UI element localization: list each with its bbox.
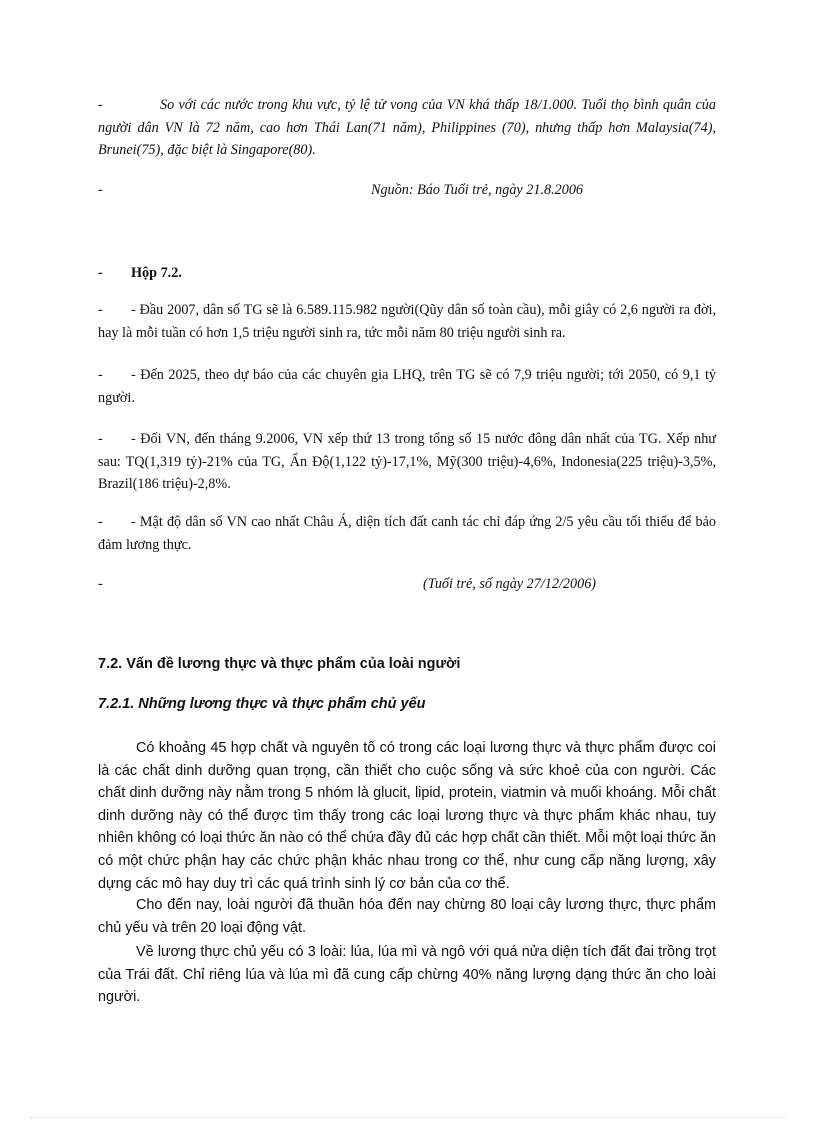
bullet-dash: - bbox=[98, 431, 103, 447]
box-item-text: - Mật độ dân số VN cao nhất Châu Á, diện tích đất canh tác chỉ đáp ứng 2/5 yêu cầu tối thiểu để bảo đảm lương thực. bbox=[98, 514, 716, 553]
body-paragraph: Cho đến nay, loài người đã thuần hóa đến nay chừng 80 loại cây lương thực, thực phẩm chủ yếu và trên 20 loại động vật. bbox=[98, 897, 716, 936]
source-citation: Nguồn: Báo Tuổi trẻ, ngày 21.8.2006 bbox=[371, 182, 584, 198]
note-mortality bbox=[98, 94, 716, 162]
body-paragraph: Có khoảng 45 hợp chất và nguyên tố có trong các loại lương thực và thực phẩm được coi là các chất dinh dưỡng quan trọng, cần thiết cho cuộc sống và sức khoẻ của con người. Các chất dinh dưỡng này nằm trong 5 nhóm là glucit, lipid, protein, viatmin và muối khoáng. Mỗi chất dinh dưỡng này có thể được tìm thấy trong các loại lương thực và thực phẩm khác nhau, tuy nhiên không có loại thức ăn nào có thể chứa đầy đủ các hợp chất cần thiết. Mỗi một loại thức ăn có một chức phận hay các chức phận khác nhau trong cơ thể, như cung cấp năng lượng, xây dựng các mô hay duy trì các quá trình sinh lý cơ bản của cơ thể. bbox=[98, 740, 716, 892]
subsection-heading: 7.2.1. Những lương thực và thực phẩm chủ yếu bbox=[98, 696, 426, 712]
bullet-dash: - bbox=[98, 97, 103, 113]
box-item-text: - Đối VN, đến tháng 9.2006, VN xếp thứ 13 trong tổng số 15 nước đông dân nhất của TG. Xếp như sau: TQ(1,319 tỷ)-21% của TG, Ấn Độ(1,122 tỷ)-17,1%, Mỹ(300 triệu)-4,6%, Indonesia(225 triệu)-3,5%, Brazil(186 triệu)-2,8%. bbox=[98, 431, 716, 492]
box-item bbox=[98, 511, 716, 556]
body-paragraph: Về lương thực chủ yếu có 3 loài: lúa, lúa mì và ngô với quá nửa diện tích đất đai trồng trọt của Trái đất. Chỉ riêng lúa và lúa mì đã cung cấp chừng 40% năng lượng dạng thức ăn cho loài người. bbox=[98, 944, 716, 1006]
section-heading: 7.2. Vấn đề lương thực và thực phẩm của loài người bbox=[98, 656, 461, 672]
box-item bbox=[98, 428, 716, 496]
bullet-dash: - bbox=[98, 182, 103, 198]
box-title-text: Hộp 7.2. bbox=[131, 265, 182, 281]
bullet-dash: - bbox=[98, 514, 103, 530]
bullet-dash: - bbox=[98, 265, 103, 281]
box-item-text: - Đầu 2007, dân số TG sẽ là 6.589.115.982 người(Qũy dân số toàn cầu), mỗi giây có 2,6 người ra đời, hay là mỗi tuần có hơn 1,5 triệu người sinh ra, tức mỗi năm 80 triệu người sinh ra. bbox=[98, 302, 716, 341]
bullet-dash: - bbox=[98, 367, 103, 383]
bullet-dash: - bbox=[98, 576, 103, 592]
box-item bbox=[98, 299, 716, 344]
box-item-text: - Đến 2025, theo dự báo của các chuyên gia LHQ, trên TG sẽ có 7,9 triệu người; tới 2050, có 9,1 tỷ người. bbox=[98, 367, 716, 406]
note-mortality-text: So với các nước trong khu vực, tỷ lệ tử vong của VN khá thấp 18/1.000. Tuổi thọ bình quân của người dân VN là 72 năm, cao hơn Thái Lan(71 năm), Philippines (70), nhưng thấp hơn Malaysia(74), Brunei(75), đặc biệt là Singapore(80). bbox=[98, 97, 716, 158]
source-citation: (Tuổi trẻ, số ngày 27/12/2006) bbox=[423, 576, 597, 592]
page-bottom-divider bbox=[30, 1117, 786, 1118]
box-item bbox=[98, 364, 716, 409]
bullet-dash: - bbox=[98, 302, 103, 318]
